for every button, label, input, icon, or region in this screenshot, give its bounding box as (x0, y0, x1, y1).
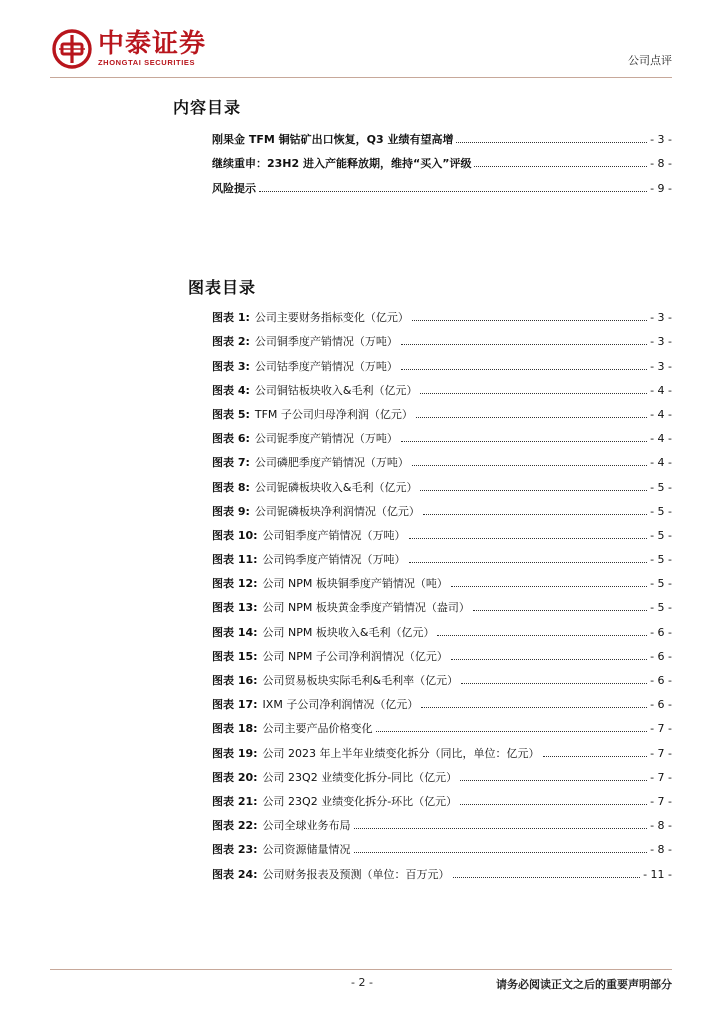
figure-label: 图表 17: (212, 698, 258, 712)
figure-label: 图表 1: (212, 311, 250, 325)
toc-entry[interactable] (212, 808, 672, 832)
footer-divider (50, 969, 672, 970)
toc-page-number: - 5 - (650, 601, 672, 615)
dot-leader (421, 707, 647, 708)
toc-entry[interactable] (212, 832, 672, 856)
figure-label: 图表 4: (212, 383, 250, 397)
toc-entry-title: 公司 NPM 板块铜季度产销情况（吨） (262, 577, 448, 591)
toc-entry[interactable] (212, 373, 672, 397)
toc-entry[interactable] (212, 122, 672, 146)
figure-label: 图表 19: (212, 746, 258, 760)
figure-label: 图表 2: (212, 335, 250, 349)
zhongtai-emblem-icon (52, 29, 92, 69)
toc-page-number: - 7 - (650, 770, 672, 784)
toc-entry[interactable] (212, 566, 672, 590)
figure-label: 图表 16: (212, 674, 258, 687)
toc-page-number: - 7 - (650, 722, 672, 736)
toc-entry[interactable] (212, 542, 672, 566)
dot-leader (412, 465, 647, 466)
toc-entry-title: 公司 2023 年上半年业绩变化拆分（同比，单位：亿元） (262, 746, 540, 760)
dot-leader (460, 804, 647, 805)
toc-entry[interactable] (212, 300, 672, 324)
toc-entry[interactable] (212, 687, 672, 711)
dot-leader (401, 441, 647, 442)
figure-label: 图表 14: (212, 625, 258, 639)
header-divider (50, 77, 672, 78)
toc-page-number: - 6 - (650, 674, 672, 687)
document-type: 公司点评 (628, 54, 672, 67)
figure-label: 图表 21: (212, 794, 258, 808)
figure-label: 图表 6: (212, 432, 250, 446)
figure-label: 图表 11: (212, 553, 258, 567)
dot-leader (460, 780, 647, 781)
toc-entry-title: 公司全球业务布局 (262, 819, 351, 833)
toc-entry-title: 公司 NPM 子公司净利润情况（亿元） (262, 649, 448, 663)
toc-entry[interactable] (212, 518, 672, 542)
toc-page-number: - 7 - (650, 746, 672, 760)
dot-leader (401, 344, 647, 345)
toc-entry-title: 公司磷肥季度产销情况（万吨） (254, 456, 409, 470)
toc-entry-title: IXM 子公司净利润情况（亿元） (262, 698, 419, 712)
toc-entry-title: 公司铌磷板块净利润情况（亿元） (254, 504, 420, 518)
dot-leader (376, 731, 648, 732)
toc-page-number: - 4 - (650, 407, 672, 421)
toc-page-number: - 3 - (650, 311, 672, 325)
toc-page-number: - 8 - (650, 843, 672, 857)
toc-page-number: - 4 - (650, 432, 672, 446)
dot-leader (451, 586, 647, 587)
figures-list (212, 300, 672, 881)
figure-label: 图表 15: (212, 649, 258, 663)
toc-page-number: - 6 - (650, 649, 672, 663)
contents-title: 内容目录 (173, 98, 242, 117)
toc-entry[interactable] (212, 614, 672, 638)
toc-page-number: - 5 - (650, 528, 672, 542)
toc-entry[interactable] (212, 397, 672, 421)
figure-label: 图表 12: (212, 577, 258, 591)
toc-entry-title: 公司铜季度产销情况（万吨） (254, 335, 398, 349)
dot-leader (259, 191, 647, 192)
toc-entry-title: 公司钨季度产销情况（万吨） (262, 553, 406, 567)
toc-entry-title: 风险提示 (212, 181, 256, 195)
figure-label: 图表 23: (212, 843, 258, 857)
toc-entry[interactable] (212, 663, 672, 687)
toc-entry-title: 公司财务报表及预测（单位：百万元） (262, 867, 450, 881)
toc-page-number: - 3 - (650, 133, 672, 147)
dot-leader (473, 610, 647, 611)
dot-leader (461, 683, 647, 684)
toc-page-number: - 4 - (650, 456, 672, 470)
toc-entry-title: 公司钼季度产销情况（万吨） (262, 528, 406, 542)
toc-entry[interactable] (212, 146, 672, 170)
toc-page-number: - 3 - (650, 335, 672, 349)
dot-leader (543, 756, 648, 757)
dot-leader (451, 659, 647, 660)
figure-label: 图表 24: (212, 867, 258, 881)
toc-entry[interactable] (212, 324, 672, 348)
toc-page-number: - 9 - (650, 181, 672, 195)
toc-entry-title: 公司 23Q2 业绩变化拆分-同比（亿元） (262, 770, 458, 784)
toc-page-number: - 6 - (650, 625, 672, 639)
figure-label: 图表 8: (212, 480, 250, 494)
contents-list (212, 122, 672, 195)
dot-leader (412, 320, 647, 321)
figure-label: 图表 3: (212, 359, 250, 373)
toc-entry-title: 公司主要产品价格变化 (262, 722, 373, 736)
dot-leader (354, 828, 648, 829)
toc-entry[interactable] (212, 445, 672, 469)
toc-entry-title: 公司 NPM 板块收入&毛利（亿元） (262, 625, 435, 639)
toc-entry-title: 公司 23Q2 业绩变化拆分-环比（亿元） (262, 794, 458, 808)
figure-label: 图表 13: (212, 601, 258, 615)
dot-leader (453, 877, 641, 878)
toc-entry[interactable] (212, 784, 672, 808)
toc-entry-title: 公司贸易板块实际毛利&毛利率（亿元） (262, 674, 459, 687)
figure-label: 图表 5: (212, 407, 250, 421)
dot-leader (437, 635, 647, 636)
footer-page-number: - 2 - (351, 976, 373, 989)
toc-page-number: - 8 - (650, 157, 672, 171)
toc-entry[interactable] (212, 760, 672, 784)
toc-page-number: - 11 - (643, 867, 672, 881)
figure-label: 图表 7: (212, 456, 250, 470)
figure-label: 图表 20: (212, 770, 258, 784)
figure-label: 图表 18: (212, 722, 258, 736)
dot-leader (420, 393, 647, 394)
figures-title: 图表目录 (188, 278, 257, 297)
figure-label: 图表 9: (212, 504, 250, 518)
dot-leader (409, 538, 648, 539)
dot-leader (474, 166, 647, 167)
toc-entry[interactable] (212, 735, 672, 759)
toc-entry[interactable] (212, 348, 672, 372)
toc-page-number: - 5 - (650, 553, 672, 567)
toc-page-number: - 8 - (650, 819, 672, 833)
dot-leader (401, 369, 647, 370)
dot-leader (456, 142, 647, 143)
toc-page-number: - 7 - (650, 794, 672, 808)
toc-entry-title: 公司铌季度产销情况（万吨） (254, 432, 398, 446)
toc-entry-title: 公司 NPM 板块黄金季度产销情况（盎司） (262, 601, 470, 615)
toc-page-number: - 3 - (650, 359, 672, 373)
dot-leader (416, 417, 647, 418)
dot-leader (423, 514, 647, 515)
brand-name-cn: 中泰证券 (98, 29, 207, 59)
toc-entry-title: 公司主要财务指标变化（亿元） (254, 311, 409, 325)
dot-leader (420, 490, 647, 491)
toc-entry-title: 公司铜钴板块收入&毛利（亿元） (254, 383, 418, 397)
toc-entry[interactable] (212, 494, 672, 518)
figure-label: 图表 22: (212, 819, 258, 833)
toc-entry-title: 公司钴季度产销情况（万吨） (254, 359, 398, 373)
toc-page-number: - 5 - (650, 480, 672, 494)
toc-page-number: - 5 - (650, 504, 672, 518)
toc-entry-title: TFM 子公司归母净利润（亿元） (254, 407, 413, 421)
toc-entry-title: 公司铌磷板块收入&毛利（亿元） (254, 480, 418, 494)
toc-entry[interactable] (212, 590, 672, 614)
dot-leader (354, 852, 648, 853)
toc-entry[interactable] (212, 421, 672, 445)
toc-entry-title: 继续重申：23H2 进入产能释放期，维持“买入”评级 (212, 157, 472, 171)
toc-entry[interactable] (212, 711, 672, 735)
toc-entry-title: 公司资源储量情况 (262, 843, 351, 857)
company-logo (52, 26, 206, 72)
toc-entry[interactable] (212, 170, 672, 194)
toc-entry[interactable] (212, 856, 672, 880)
toc-entry[interactable] (212, 469, 672, 493)
footer-disclaimer: 请务必阅读正文之后的重要声明部分 (496, 978, 672, 991)
toc-entry-title: 刚果金 TFM 铜钴矿出口恢复，Q3 业绩有望高增 (212, 133, 454, 147)
toc-entry[interactable] (212, 639, 672, 663)
figure-label: 图表 10: (212, 528, 258, 542)
toc-page-number: - 4 - (650, 383, 672, 397)
toc-page-number: - 5 - (650, 577, 672, 591)
brand-name-en: ZHONGTAI SECURITIES (98, 58, 196, 67)
toc-page-number: - 6 - (650, 698, 672, 712)
dot-leader (409, 562, 648, 563)
